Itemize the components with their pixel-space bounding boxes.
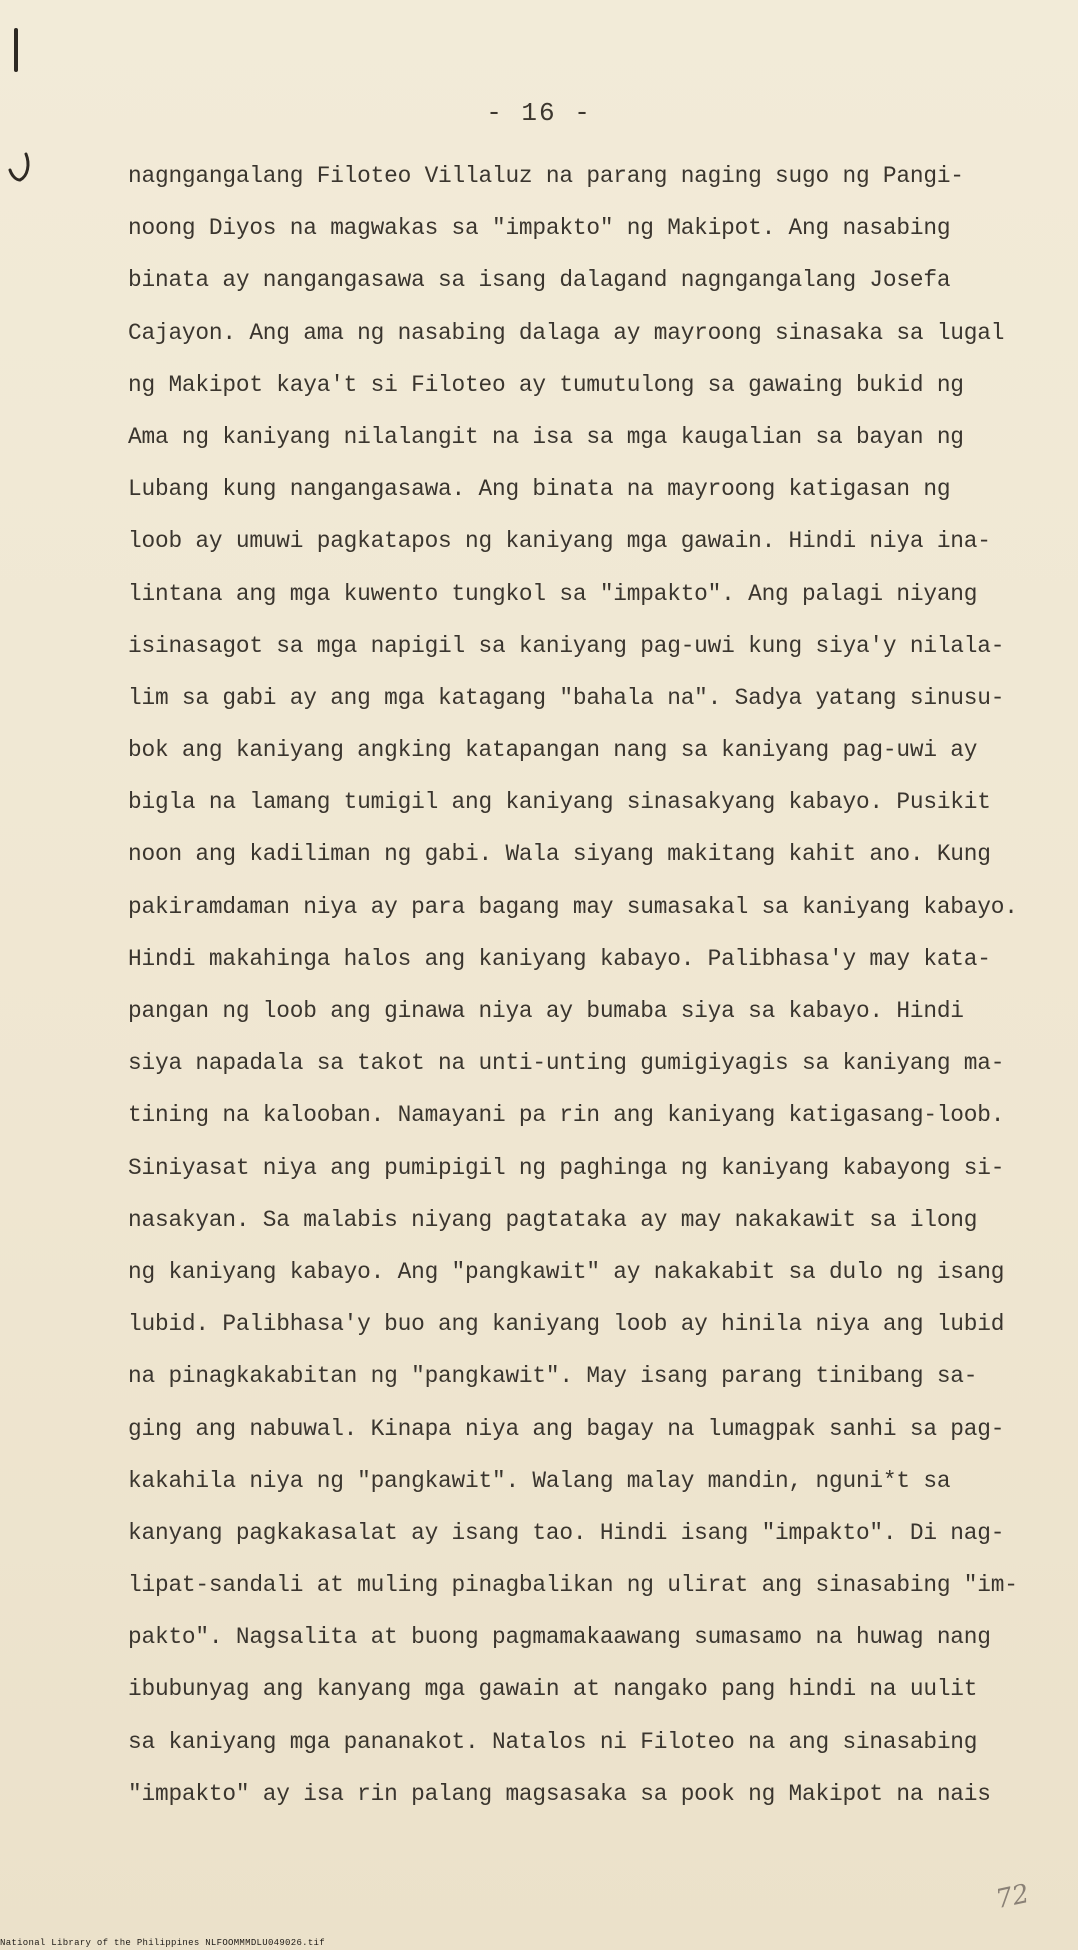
text-line: "impakto" ay isa rin palang magsasaka sa pook ng Makipot na nais xyxy=(128,1780,991,1807)
text-line: siya napadala sa takot na unti-unting gumigiyagis sa kaniyang ma- xyxy=(128,1050,1005,1077)
text-line: ng kaniyang kabayo. Ang "pangkawit" ay nakakabit sa dulo ng isang xyxy=(128,1258,1005,1285)
text-line: bok ang kaniyang angking katapangan nang sa kaniyang pag-uwi ay xyxy=(128,737,978,764)
text-line: noon ang kadiliman ng gabi. Wala siyang makitang kahit ano. Kung xyxy=(128,841,991,868)
body-text xyxy=(128,150,1018,1820)
text-line: lintana ang mga kuwento tungkol sa "impakto". Ang palagi niyang xyxy=(128,580,978,607)
text-line: Hindi makahinga halos ang kaniyang kabayo. Palibhasa'y may kata- xyxy=(128,945,991,972)
text-line: Cajayon. Ang ama ng nasabing dalaga ay mayroong sinasaka sa lugal xyxy=(128,319,1005,346)
text-line: Lubang kung nangangasawa. Ang binata na mayroong katigasan ng xyxy=(128,476,951,503)
text-line: ging ang nabuwal. Kinapa niya ang bagay na lumagpak sanhi sa pag- xyxy=(128,1415,1005,1442)
handwritten-folio-number: 72 xyxy=(993,1878,1032,1916)
scan-source-caption: National Library of the Philippines NLFOOMMMDLU049026.tif xyxy=(0,1938,325,1948)
text-line: noong Diyos na magwakas sa "impakto" ng Makipot. Ang nasabing xyxy=(128,215,951,242)
margin-bracket-mark xyxy=(6,150,32,184)
text-line: nasakyan. Sa malabis niyang pagtataka ay may nakakawit sa ilong xyxy=(128,1206,978,1233)
text-line: Siniyasat niya ang pumipigil ng paghinga ng kaniyang kabayong si- xyxy=(128,1154,1005,1181)
text-line: nagngangalang Filoteo Villaluz na parang naging sugo ng Pangi- xyxy=(128,163,964,189)
text-line: bigla na lamang tumigil ang kaniyang sinasakyang kabayo. Pusikit xyxy=(128,789,991,816)
text-line: binata ay nangangasawa sa isang dalagand nagngangalang Josefa xyxy=(128,267,951,294)
margin-ink-mark xyxy=(14,28,18,72)
text-line: pangan ng loob ang ginawa niya ay bumaba siya sa kabayo. Hindi xyxy=(128,998,964,1024)
text-line: kanyang pagkakasalat ay isang tao. Hindi isang "impakto". Di nag- xyxy=(128,1519,1005,1546)
text-line: pakiramdaman niya ay para bagang may sumasakal sa kaniyang kabayo. xyxy=(128,893,1018,920)
page-number: - 16 - xyxy=(486,98,592,128)
text-line: lubid. Palibhasa'y buo ang kaniyang loob ay hinila niya ang lubid xyxy=(128,1311,1005,1338)
text-line: tining na kalooban. Namayani pa rin ang kaniyang katigasang-loob. xyxy=(128,1102,1005,1129)
text-line: ng Makipot kaya't si Filoteo ay tumutulong sa gawaing bukid ng xyxy=(128,371,964,398)
text-line: isinasagot sa mga napigil sa kaniyang pag-uwi kung siya'y nilala- xyxy=(128,632,1005,659)
text-line: Ama ng kaniyang nilalangit na isa sa mga kaugalian sa bayan ng xyxy=(128,423,964,450)
text-line: sa kaniyang mga pananakot. Natalos ni Filoteo na ang sinasabing xyxy=(128,1728,978,1755)
text-line: lipat-sandali at muling pinagbalikan ng ulirat ang sinasabing "im- xyxy=(128,1572,1018,1599)
text-line: kakahila niya ng "pangkawit". Walang malay mandin, nguni*t sa xyxy=(128,1467,951,1494)
text-line: ibubunyag ang kanyang mga gawain at nangako pang hindi na uulit xyxy=(128,1676,978,1703)
text-line: lim sa gabi ay ang mga katagang "bahala na". Sadya yatang sinusu- xyxy=(128,684,1005,711)
text-line: na pinagkakabitan ng "pangkawit". May isang parang tinibang sa- xyxy=(128,1363,978,1390)
text-line: pakto". Nagsalita at buong pagmamakaawang sumasamo na huwag nang xyxy=(128,1624,991,1651)
text-line: loob ay umuwi pagkatapos ng kaniyang mga gawain. Hindi niya ina- xyxy=(128,528,991,555)
